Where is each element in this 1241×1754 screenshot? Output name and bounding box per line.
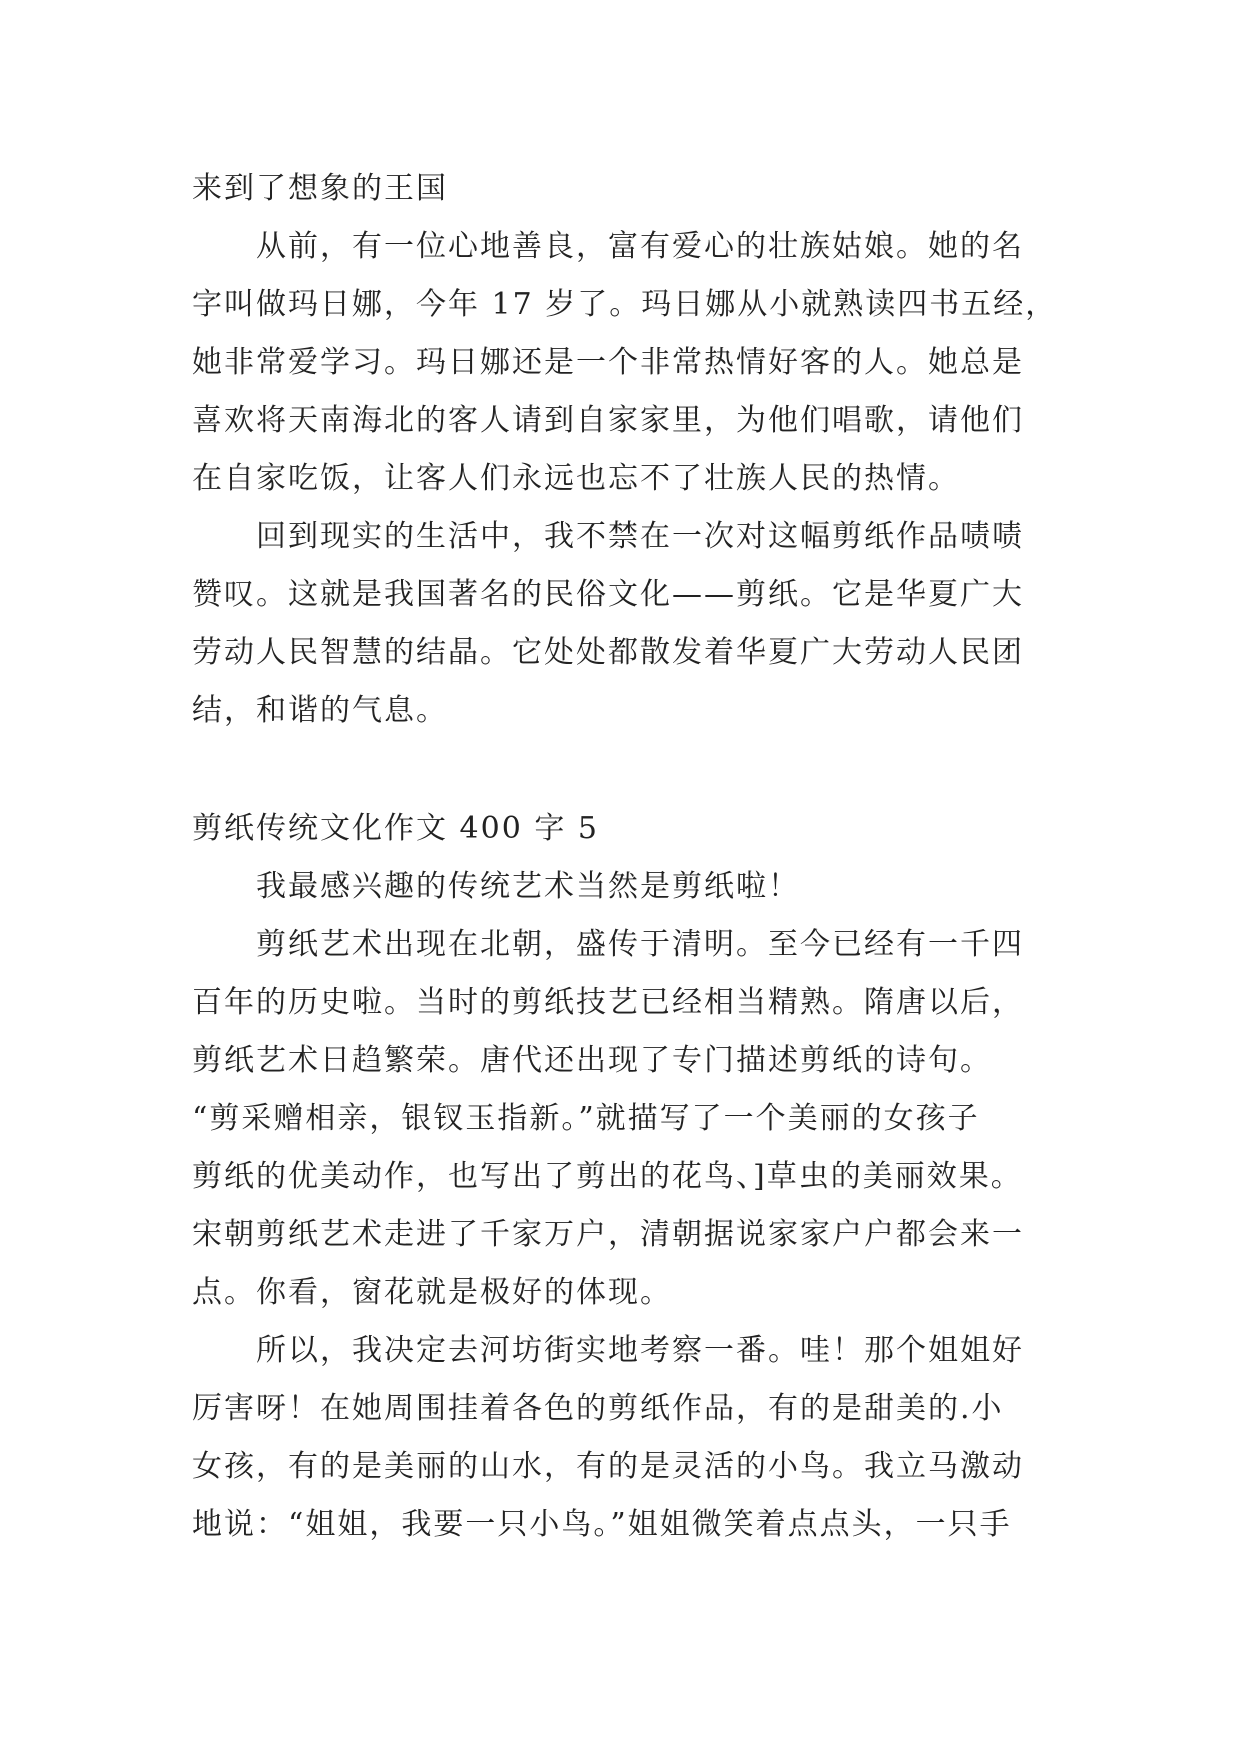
text-line: 地说：“姐姐，我要一只小鸟。”姐姐微笑着点点头，一只手 [192, 1507, 1012, 1542]
text-line: 厉害呀！在她周围挂着各色的剪纸作品，有的是甜美的.小 [192, 1391, 1004, 1426]
section-gap [192, 740, 1072, 800]
text-line: 劳动人民智慧的结晶。它处处都散发着华夏广大劳动人民团 [192, 635, 1024, 670]
paragraph [192, 916, 1072, 1322]
text-line: 在自家吃饭，让客人们永远也忘不了壮族人民的热情。 [192, 461, 960, 496]
text-line: 从前，有一位心地善良，富有爱心的壮族姑娘。她的名 [256, 229, 1024, 264]
text-line: “剪采赠相亲，银钗玉指新。”就描写了一个美丽的女孩子 [192, 1101, 980, 1136]
text-line: 女孩，有的是美丽的山水，有的是灵活的小鸟。我立马激动 [192, 1449, 1024, 1484]
text-line: 我最感兴趣的传统艺术当然是剪纸啦！ [256, 869, 800, 904]
text-line: 喜欢将天南海北的客人请到自家家里，为他们唱歌，请他们 [192, 403, 1024, 438]
text-line: 她非常爱学习。玛日娜还是一个非常热情好客的人。她总是 [192, 345, 1024, 380]
text-line: 所以，我决定去河坊街实地考察一番。哇！那个姐姐好 [256, 1333, 1024, 1368]
paragraph [192, 508, 1072, 740]
paragraph [192, 218, 1072, 508]
text-line: 剪纸艺术出现在北朝，盛传于清明。至今已经有一千四 [256, 927, 1024, 962]
text-line: 字叫做玛日娜，今年 17 岁了。玛日娜从小就熟读四书五经， [192, 287, 1058, 322]
paragraph [192, 1322, 1072, 1554]
text-line: 回到现实的生活中，我不禁在一次对这幅剪纸作品啧啧 [256, 519, 1024, 554]
text-line: 剪纸的优美动作，也写出了剪出的花鸟、]草虫的美丽效果。 [192, 1159, 1023, 1194]
text-line: 赞叹。这就是我国著名的民俗文化——剪纸。它是华夏广大 [192, 577, 1024, 612]
text-line: 点。你看，窗花就是极好的体现。 [192, 1275, 672, 1310]
paragraph [192, 858, 1072, 916]
section-title: 剪纸传统文化作文 400 字 5 [192, 811, 599, 846]
text-line: 百年的历史啦。当时的剪纸技艺已经相当精熟。隋唐以后， [192, 985, 1024, 1020]
document-body [192, 160, 1072, 1554]
text-line: 宋朝剪纸艺术走进了千家万户，清朝据说家家户户都会来一 [192, 1217, 1024, 1252]
section-title: 来到了想象的王国 [192, 171, 448, 206]
text-line: 结，和谐的气息。 [192, 693, 448, 728]
text-line: 剪纸艺术日趋繁荣。唐代还出现了专门描述剪纸的诗句。 [192, 1043, 992, 1078]
